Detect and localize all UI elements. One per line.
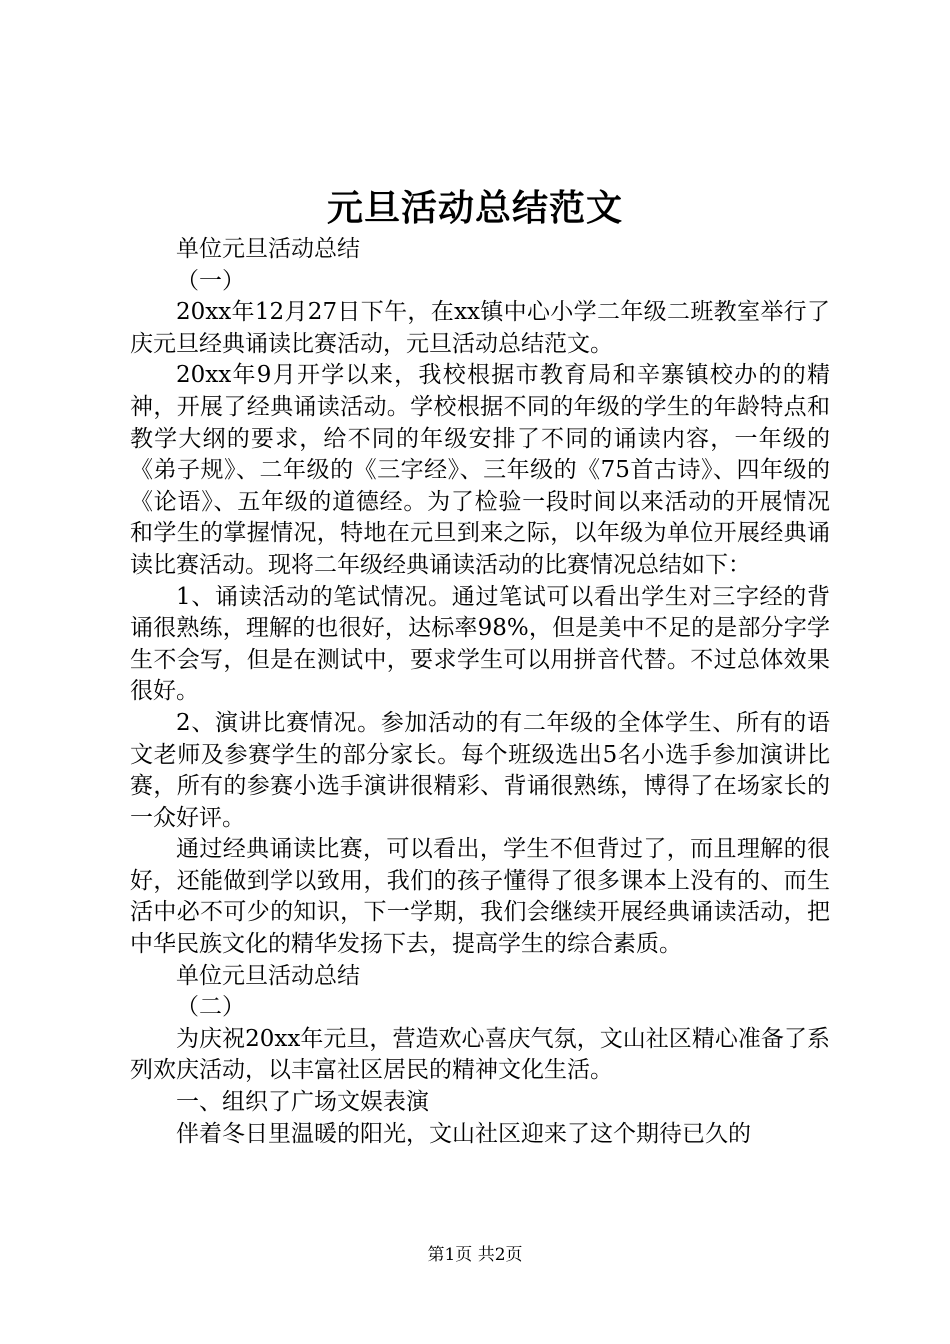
section-heading: 单位元旦活动总结 [176, 236, 360, 262]
paragraph: 20xx年12月27日下午，在xx镇中心小学二年级二班教室举行了庆元旦经典诵读比赛活动，元旦活动总结范文。 [130, 299, 830, 357]
paragraph: 为庆祝20xx年元旦，营造欢心喜庆气氛，文山社区精心准备了系列欢庆活动，以丰富社区居民的精神文化生活。 [130, 1025, 830, 1084]
paragraph: 通过经典诵读比赛，可以看出，学生不但背过了，而且理解的很好，还能做到学以致用，我们的孩子懂得了很多课本上没有的、而生活中必不可少的知识，下一学期，我们会继续开展经典诵读活动，把中华民族文化的精华发扬下去，提高学生的综合素质。 [130, 836, 830, 958]
paragraph: 1、诵读活动的笔试情况。通过笔试可以看出学生对三字经的背诵很熟练，理解的也很好，达标率98%，但是美中不足的是部分字学生不会写，但是在测试中，要求学生可以用拼音代替。不过总体效果很好。 [130, 583, 830, 705]
document-title: 元旦活动总结范文 [326, 187, 623, 229]
section-heading: 单位元旦活动总结 [176, 962, 360, 989]
section-number: （二） [176, 994, 245, 1021]
subheading: 一、组织了广场文娱表演 [176, 1089, 429, 1116]
page-footer: 第1页 共2页 [427, 1245, 523, 1265]
document-body [130, 234, 830, 1150]
paragraph: 20xx年9月开学以来，我校根据市教育局和辛寨镇校办的的精神，开展了经典诵读活动。学校根据不同的年级的学生的年龄特点和教学大纲的要求，给不同的年级安排了不同的诵读内容，一年级的《弟子规》、二年级的《三字经》、三年级的《75首古诗》、四年级的《论语》、五年级的道德经。为了检验一段时间以来活动的开展情况和学生的掌握情况，特地在元旦到来之际，以年级为单位开展经典诵读比赛活动。现将二年级经典诵读活动的比赛情况总结如下： [130, 362, 830, 578]
paragraph: 2、演讲比赛情况。参加活动的有二年级的全体学生、所有的语文老师及参赛学生的部分家长。每个班级选出5名小选手参加演讲比赛，所有的参赛小选手演讲很精彩、背诵很熟练，博得了在场家长的一众好评。 [130, 709, 830, 831]
section-number: （一） [176, 267, 245, 294]
paragraph: 伴着冬日里温暖的阳光，文山社区迎来了这个期待已久的 [176, 1120, 751, 1147]
